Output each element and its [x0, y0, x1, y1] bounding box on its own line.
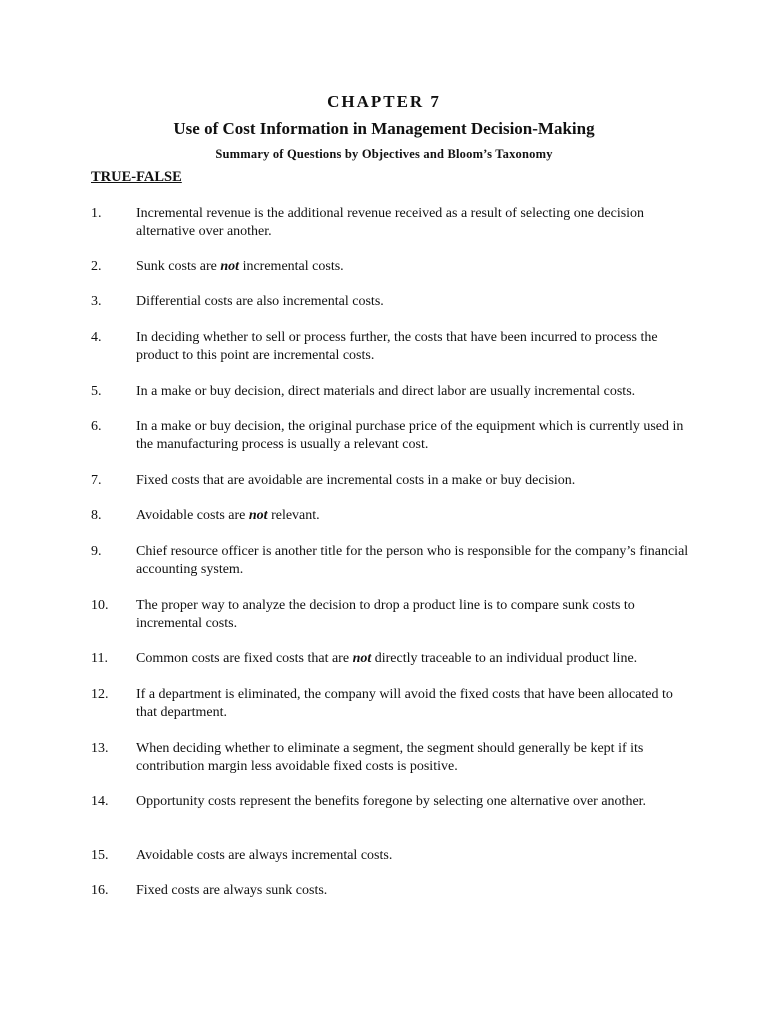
question-text: Incremental revenue is the additional revenue received as a result of selecting one decision alternative over another.: [136, 206, 645, 239]
question-number: 16.: [91, 883, 109, 898]
question-item: [91, 383, 691, 401]
question-number: 6.: [91, 419, 102, 434]
question-item: [91, 329, 691, 365]
question-item: [91, 293, 691, 311]
question-item: [91, 507, 691, 525]
question-text: Sunk costs are not incremental costs.: [136, 259, 344, 274]
question-number: 9.: [91, 544, 102, 559]
question-number: 14.: [91, 794, 109, 809]
question-item: [91, 650, 691, 668]
question-text: In a make or buy decision, the original purchase price of the equipment which is currently used in the manufacturing process is usually a relevant cost.: [136, 419, 684, 452]
question-text: In deciding whether to sell or process further, the costs that have been incurred to process the product to this point are incremental costs.: [136, 330, 658, 363]
question-item: [91, 847, 691, 865]
question-text: Differential costs are also incremental costs.: [136, 294, 384, 309]
page-subtitle: Summary of Questions by Objectives and Bloom’s Taxonomy: [215, 147, 553, 161]
question-text: If a department is eliminated, the company will avoid the fixed costs that have been allocated to that department.: [136, 687, 673, 720]
question-item: [91, 793, 691, 811]
question-text: The proper way to analyze the decision to drop a product line is to compare sunk costs to incremental costs.: [136, 598, 635, 631]
question-text: Avoidable costs are not relevant.: [136, 508, 320, 523]
question-item: [91, 205, 691, 241]
question-number: 5.: [91, 384, 102, 399]
question-item: [91, 472, 691, 490]
question-number: 3.: [91, 294, 102, 309]
question-number: 4.: [91, 330, 102, 345]
question-item: [91, 418, 691, 454]
question-text: Fixed costs are always sunk costs.: [136, 883, 328, 898]
question-number: 11.: [91, 651, 108, 666]
chapter-heading: CHAPTER 7: [327, 92, 441, 111]
question-text: Avoidable costs are always incremental costs.: [136, 848, 393, 863]
question-item: [91, 740, 691, 776]
question-number: 2.: [91, 259, 102, 274]
question-number: 13.: [91, 741, 109, 756]
question-text: Chief resource officer is another title for the person who is responsible for the company’s financial accounting system.: [136, 544, 689, 577]
question-number: 8.: [91, 508, 102, 523]
question-number: 10.: [91, 598, 109, 613]
question-number: 1.: [91, 206, 102, 221]
question-text: Opportunity costs represent the benefits foregone by selecting one alternative over another.: [136, 794, 647, 809]
question-text: Common costs are fixed costs that are not directly traceable to an individual product line.: [136, 651, 638, 666]
question-item: [91, 882, 691, 900]
question-item: [91, 686, 691, 722]
question-text: Fixed costs that are avoidable are incremental costs in a make or buy decision.: [136, 473, 576, 488]
question-text: In a make or buy decision, direct materials and direct labor are usually incremental costs.: [136, 384, 636, 399]
question-item: [91, 543, 691, 579]
question-number: 12.: [91, 687, 109, 702]
question-text: When deciding whether to eliminate a segment, the segment should generally be kept if its contribution margin less avoidable fixed costs is positive.: [136, 741, 644, 774]
question-number: 7.: [91, 473, 102, 488]
section-heading: TRUE-FALSE: [91, 169, 182, 185]
question-number: 15.: [91, 848, 109, 863]
question-item: [91, 258, 691, 276]
page-title: Use of Cost Information in Management Decision-Making: [173, 119, 595, 138]
question-item: [91, 597, 691, 633]
